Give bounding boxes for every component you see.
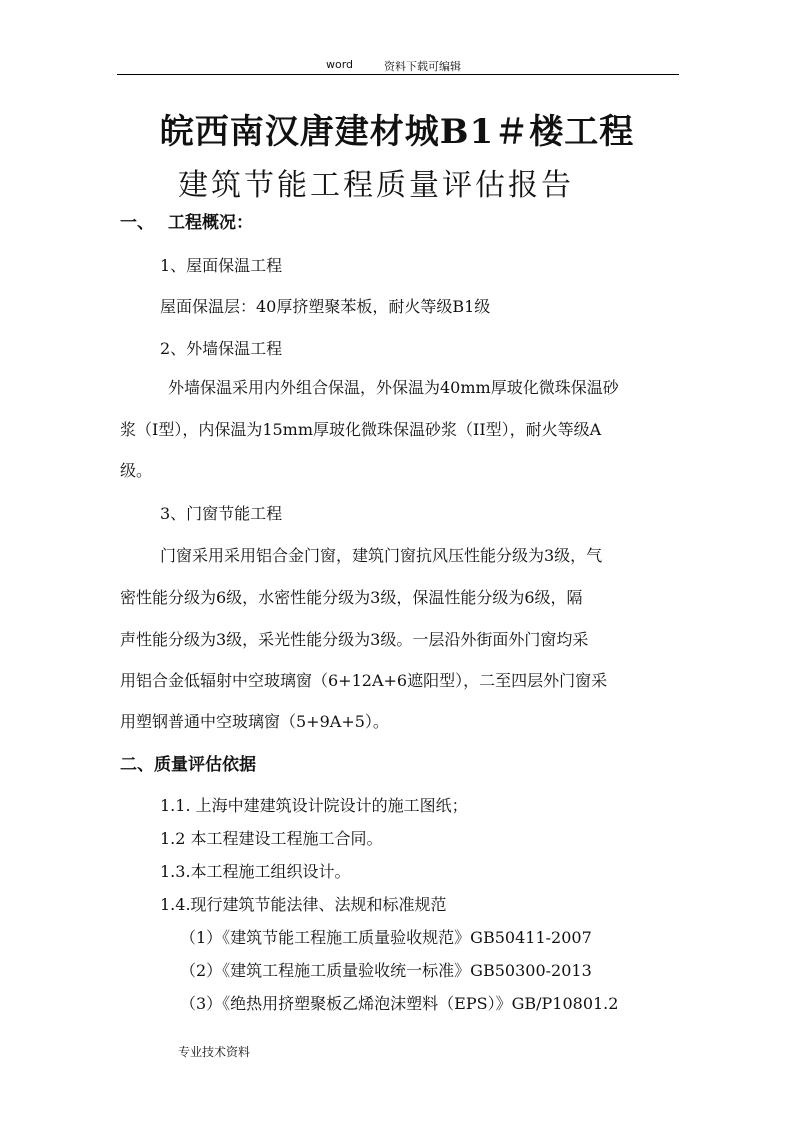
section1-number: 一、 — [120, 213, 154, 233]
header-note: 资料下载可编辑 — [384, 60, 461, 73]
header-word: word — [326, 58, 354, 71]
item2-title: 2、外墙保温工程 — [160, 339, 283, 358]
standard-item: （1）《建筑节能工程施工质量验收规范》GB50411-2007 — [180, 928, 592, 947]
document-title: 皖西南汉唐建材城B1＃楼工程 — [159, 112, 635, 152]
section1-heading: 工程概况： — [168, 213, 253, 233]
item3-line: 声性能分级为3级，采光性能分级为3级。一层沿外街面外门窗均采 — [120, 630, 589, 649]
page-header — [117, 56, 679, 75]
item3-line: 用塑钢普通中空玻璃窗（5+9A+5）。 — [120, 712, 389, 731]
basis-item: 1.2 本工程建设工程施工合同。 — [160, 829, 383, 848]
basis-item: 1.3.本工程施工组织设计。 — [160, 862, 351, 881]
item2-line: 浆（I型），内保温为15mm厚玻化微珠保温砂浆（II型），耐火等级A — [120, 420, 602, 439]
item3-line: 用铝合金低辐射中空玻璃窗（6+12A+6遮阳型），二至四层外门窗采 — [120, 671, 608, 690]
item1-title: 1、屋面保温工程 — [160, 256, 283, 275]
item3-title: 3、门窗节能工程 — [160, 504, 283, 523]
standard-item: （3）《绝热用挤塑聚板乙烯泡沫塑料（EPS）》GB/P10801.2 — [180, 994, 619, 1013]
basis-item: 1.4.现行建筑节能法律、法规和标准规范 — [160, 895, 447, 914]
section2-heading: 二、质量评估依据 — [120, 755, 256, 775]
basis-item: 1.1. 上海中建建筑设计院设计的施工图纸； — [160, 796, 468, 815]
page-footer: 专业技术资料 — [178, 1045, 251, 1059]
item3-line: 密性能分级为6级，水密性能分级为3级，保温性能分级为6级，隔 — [120, 588, 583, 607]
item2-line: 外墙保温采用内外组合保温，外保温为40mm厚玻化微珠保温砂 — [168, 378, 619, 397]
standard-item: （2）《建筑工程施工质量验收统一标准》GB50300-2013 — [180, 961, 592, 980]
item1-text: 屋面保温层：40厚挤塑聚苯板，耐火等级B1级 — [160, 297, 491, 316]
document-subtitle: 建筑节能工程质量评估报告 — [178, 168, 574, 203]
item2-line: 级。 — [120, 461, 153, 480]
item3-line: 门窗采用采用铝合金门窗，建筑门窗抗风压性能分级为3级，气 — [160, 546, 603, 565]
